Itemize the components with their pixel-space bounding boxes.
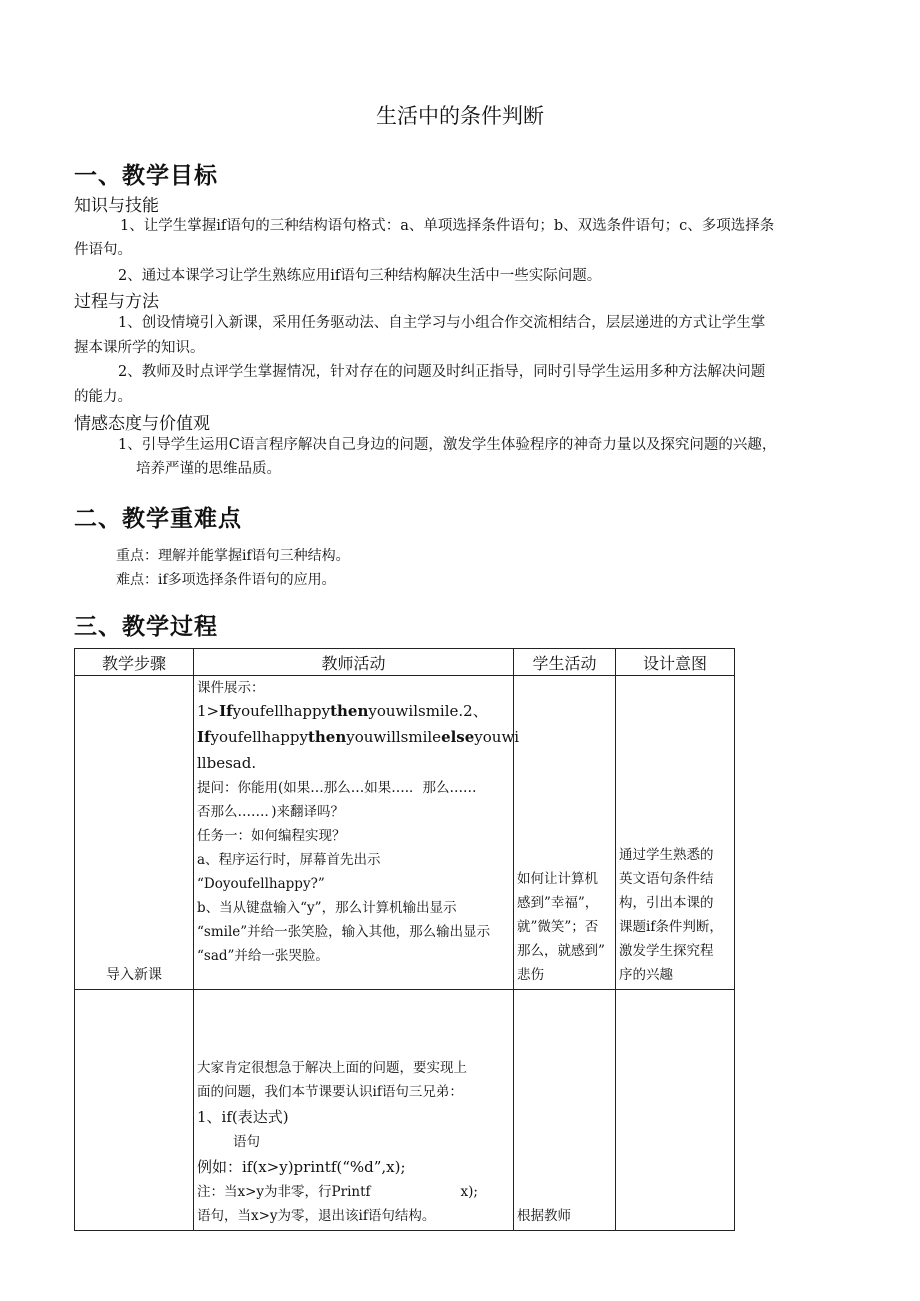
text-line: 根据教师 <box>517 1208 571 1224</box>
text-line: 英文语句条件结 <box>619 871 714 887</box>
text-line: b、当从键盘输入“y”，那么计算机输出显示 <box>197 900 457 916</box>
paragraph: 2、教师及时点评学生掌握情况，针对存在的问题及时纠正指导，同时引导学生运用多种方法解决问题 <box>118 364 766 380</box>
table-row <box>75 676 735 990</box>
teacher-cell <box>194 990 514 1231</box>
text-line: a、程序运行时，屏幕首先出示 <box>197 852 381 868</box>
text-line: 激发学生探究程 <box>619 943 714 959</box>
step-label: 导入新课 <box>106 967 162 983</box>
text-line: 面的问题，我们本节课要认识if语句三兄弟： <box>197 1084 463 1100</box>
step-cell <box>75 676 194 990</box>
section-1-heading: 一、教学目标 <box>74 163 218 189</box>
text-line: 构，引出本课的 <box>619 895 714 911</box>
text-line: 序的兴趣 <box>619 967 673 983</box>
english-line: Ifyoufellhappythenyouwillsmileelseyouwi <box>197 728 520 746</box>
teacher-cell <box>194 676 520 990</box>
text-line: “smile”并给一张笑脸，输入其他，那么输出显示 <box>197 924 491 940</box>
subheading-knowledge: 知识与技能 <box>74 196 159 216</box>
text-line: 语句 <box>233 1134 260 1150</box>
text-line: 如何让计算机 <box>517 871 598 887</box>
section-3-heading: 三、教学过程 <box>74 614 218 640</box>
design-cell <box>616 676 735 990</box>
header-student: 学生活动 <box>514 649 616 676</box>
paragraph: 握本课所学的知识。 <box>74 340 205 356</box>
text-line: 悲伤 <box>517 967 544 983</box>
text-line: 提问：你能用(如果…那么…如果….．那么…… <box>197 780 477 796</box>
text-line: 1、if(表达式) <box>197 1108 289 1126</box>
header-step: 教学步骤 <box>75 649 194 676</box>
student-cell <box>514 676 616 990</box>
student-cell <box>514 990 616 1231</box>
text-line: “Doyoufellhappy?” <box>197 876 325 892</box>
text-line: 课题if条件判断， <box>619 919 723 935</box>
english-line: 1>Ifyoufellhappythenyouwilsmile.2、 <box>197 702 488 720</box>
text-line: 大家肯定很想急于解决上面的问题，要实现上 <box>197 1060 467 1076</box>
text-line: 否那么……．)来翻译吗？ <box>197 804 345 820</box>
design-cell <box>616 990 735 1231</box>
subheading-process: 过程与方法 <box>74 292 159 312</box>
subheading-attitude: 情感态度与价值观 <box>74 414 210 434</box>
paragraph: 件语句。 <box>74 242 132 258</box>
paragraph: 的能力。 <box>74 389 132 405</box>
english-line: llbesad. <box>197 754 257 772</box>
key-point: 重点：理解并能掌握if语句三种结构。 <box>116 548 350 564</box>
paragraph: 1、创设情境引入新课，采用任务驱动法、自主学习与小组合作交流相结合，层层递进的方式让学生掌 <box>118 315 766 331</box>
code-example: 例如：if(x>y)printf(“%d”,x); <box>197 1158 406 1176</box>
text-line: 语句，当x>y为零，退出该if语句结构。 <box>197 1208 436 1224</box>
text-line: 通过学生熟悉的 <box>619 847 714 863</box>
process-table <box>74 648 735 1231</box>
text-line: 感到”幸福”， <box>517 895 599 911</box>
text-line: 课件展示： <box>197 680 265 696</box>
table-row <box>75 990 735 1231</box>
page-title: 生活中的条件判断 <box>376 104 544 128</box>
paragraph: 2、通过本课学习让学生熟练应用if语句三种结构解决生活中一些实际问题。 <box>118 268 602 284</box>
paragraph: 培养严谨的思维品质。 <box>136 461 281 477</box>
paragraph: 1、引导学生运用C语言程序解决自己身边的问题，激发学生体验程序的神奇力量以及探究问题的兴趣， <box>118 437 777 453</box>
step-cell <box>75 990 194 1231</box>
difficult-point: 难点：if多项选择条件语句的应用。 <box>116 572 336 588</box>
section-2-heading: 二、教学重难点 <box>74 506 242 532</box>
text-line: 那么，就感到” <box>517 943 605 959</box>
text-line: 任务一：如何编程实现？ <box>197 828 346 844</box>
table-header-row <box>75 649 735 676</box>
header-design: 设计意图 <box>616 649 735 676</box>
text-line: 就”微笑”；否 <box>517 919 599 935</box>
header-teacher: 教师活动 <box>194 649 514 676</box>
text-line: 注：当x>y为非零，行Printf x); <box>197 1184 478 1200</box>
text-line: “sad”并给一张哭脸。 <box>197 948 329 964</box>
paragraph: 1、让学生掌握if语句的三种结构语句格式：a、单项选择条件语句；b、双选条件语句；c、多项选择条 <box>120 218 775 234</box>
